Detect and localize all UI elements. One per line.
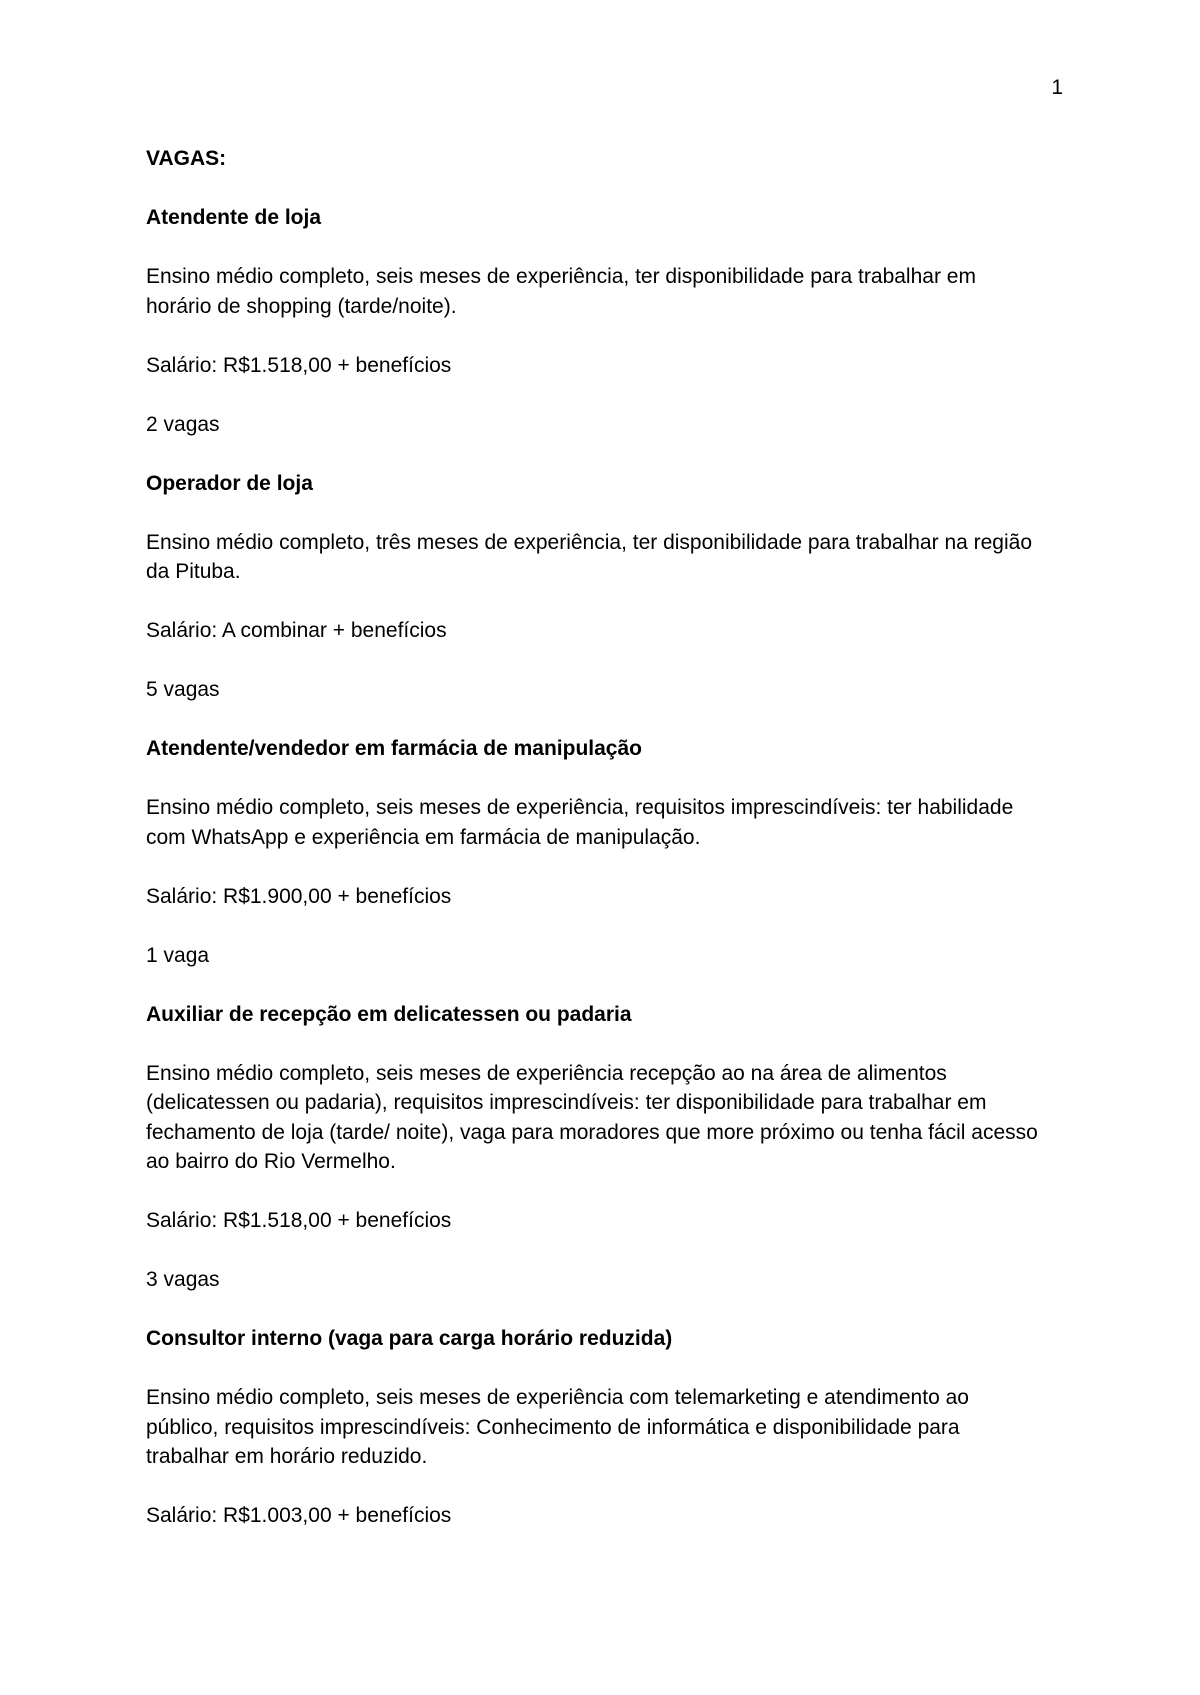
job-listing-auxiliar-recepcao bbox=[146, 1000, 1046, 1295]
document-body bbox=[146, 144, 1046, 1560]
job-title: Consultor interno (vaga para carga horário reduzida) bbox=[146, 1327, 673, 1350]
job-openings: 3 vagas bbox=[146, 1268, 220, 1291]
job-openings: 5 vagas bbox=[146, 678, 220, 701]
job-salary: Salário: R$1.518,00 + benefícios bbox=[146, 353, 452, 377]
job-openings: 1 vaga bbox=[146, 943, 210, 967]
page-number: 1 bbox=[1051, 76, 1063, 99]
job-listing-consultor-interno bbox=[146, 1324, 1046, 1531]
section-heading: VAGAS: bbox=[146, 147, 227, 170]
job-listing-atendente-farmacia bbox=[146, 734, 1046, 970]
job-description: Ensino médio completo, seis meses de experiência recepção ao na área de alimentos (delicatessen ou padaria), requisitos imprescindíveis: ter disponibilidade para trabalhar em fechamento de loja (tarde/ noite), vaga para moradores que more próximo ou tenha fácil acesso ao bairro do Rio Vermelho. bbox=[146, 1061, 1038, 1173]
job-openings: 2 vagas bbox=[146, 412, 220, 436]
job-listing-atendente-de-loja bbox=[146, 203, 1046, 439]
job-salary: Salário: R$1.900,00 + benefícios bbox=[146, 884, 452, 908]
job-description: Ensino médio completo, seis meses de experiência, ter disponibilidade para trabalhar em horário de shopping (tarde/noite). bbox=[146, 265, 976, 318]
job-title: Operador de loja bbox=[146, 471, 313, 495]
job-description: Ensino médio completo, seis meses de experiência, requisitos imprescindíveis: ter habilidade com WhatsApp e experiência em farmácia de manipulação. bbox=[146, 796, 1014, 849]
job-title: Atendente de loja bbox=[146, 206, 322, 229]
job-salary: Salário: A combinar + benefícios bbox=[146, 619, 447, 642]
job-salary: Salário: R$1.518,00 + benefícios bbox=[146, 1209, 452, 1232]
job-description: Ensino médio completo, seis meses de experiência com telemarketing e atendimento ao público, requisitos imprescindíveis: Conhecimento de informática e disponibilidade para trabalhar em horário reduzido. bbox=[146, 1386, 969, 1468]
job-title: Auxiliar de recepção em delicatessen ou padaria bbox=[146, 1002, 632, 1026]
job-salary: Salário: R$1.003,00 + benefícios bbox=[146, 1504, 452, 1527]
job-title: Atendente/vendedor em farmácia de manipulação bbox=[146, 737, 642, 760]
job-listing-operador-de-loja bbox=[146, 469, 1046, 705]
job-description: Ensino médio completo, três meses de experiência, ter disponibilidade para trabalhar na região da Pituba. bbox=[146, 530, 1033, 583]
